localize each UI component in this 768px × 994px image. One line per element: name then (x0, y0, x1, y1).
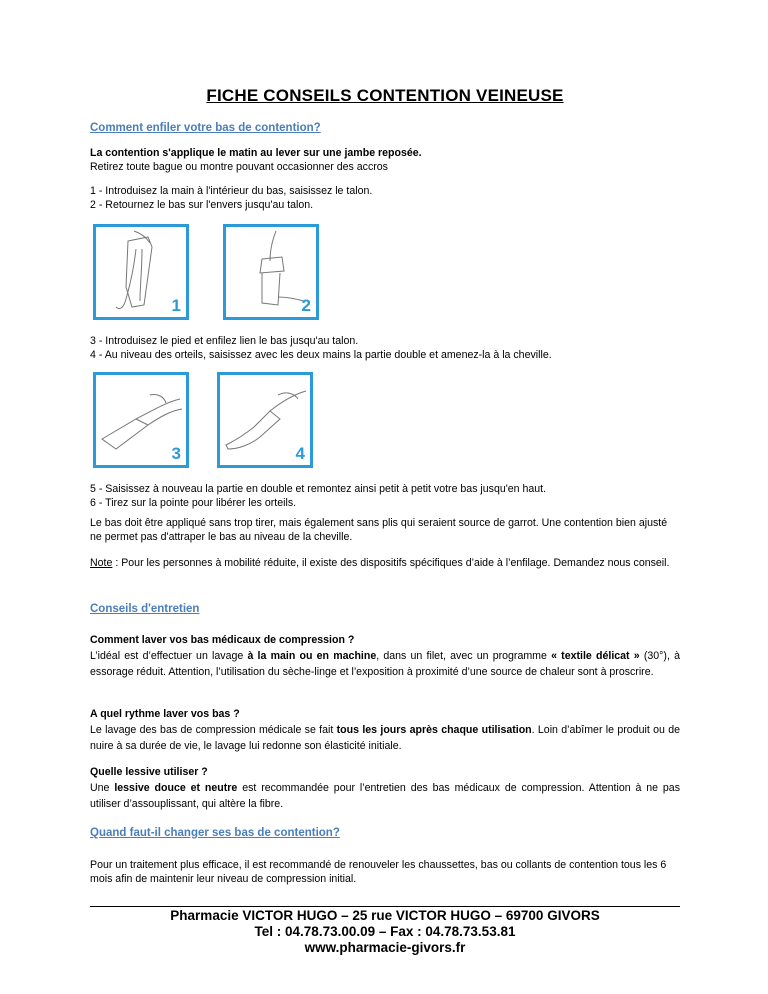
answer-1-part: (30°), à essorage réduit. Attention, l’utilisation du sèche-linge et l’exposition à proximité d’une source de chaleur sont à proscrire. (90, 650, 680, 678)
answer-2-part: . Loin d’abîmer le produit ou de nuire à sa durée de vie, le lavage lui redonne son élasticité initiale. (90, 724, 680, 752)
answer-3-part: est recommandée pour l’entretien des bas médicaux de compression. Attention à ne pas utiliser d’assouplissant, qui altère la fibre. (90, 782, 680, 810)
heading-enfiler[interactable]: Comment enfiler votre bas de contention? (90, 122, 321, 134)
answer-3-bold: lessive douce et neutre (114, 782, 238, 794)
detergent-block (90, 764, 680, 812)
step-1: 1 - Introduisez la main à l'intérieur du bas, saisissez le talon. (90, 185, 373, 197)
answer-3-part: Une (90, 782, 115, 794)
footer-phone: Tel : 04.78.73.00.09 – Fax : 04.78.73.53.81 (254, 924, 516, 939)
question-1: Comment laver vos bas médicaux de compression ? (90, 634, 355, 646)
answer-3 (90, 780, 680, 812)
intro-bold: La contention s'applique le matin au lever sur une jambe reposée. (90, 147, 422, 159)
answer-2-bold: tous les jours après chaque utilisation (336, 724, 532, 736)
figure-step-3 (93, 372, 189, 468)
wash-frequency-block (90, 706, 680, 754)
answer-1-bold: « textile délicat » (551, 650, 640, 662)
step-5: 5 - Saisissez à nouveau la partie en double et remontez ainsi petit à petit votre bas jusqu'en haut. (90, 483, 547, 495)
intro-block (90, 146, 680, 174)
page-title: FICHE CONSEILS CONTENTION VEINEUSE (206, 86, 564, 105)
steps-3-4 (90, 334, 680, 362)
step-6: 6 - Tirez sur la pointe pour libérer les orteils. (90, 497, 297, 509)
advice-text: Le bas doit être appliqué sans trop tirer, mais également sans plis qui seraient source de garrot. Une contention bien ajusté ne permet pas d'attraper le bas au niveau de la cheville. (90, 517, 668, 543)
figure-step-4 (217, 372, 313, 468)
step-4: 4 - Au niveau des orteils, saisissez avec les deux mains la partie double et amenez-la à la cheville. (90, 349, 552, 361)
answer-1 (90, 648, 680, 680)
note-label: Note (90, 557, 113, 569)
intro-normal: Retirez toute bague ou montre pouvant occasionner des accros (90, 161, 388, 173)
note-text: : Pour les personnes à mobilité réduite, il existe des dispositifs spécifiques d’aide à l’enfilage. Demandez nous conseil. (112, 557, 670, 569)
answer-1-part: , dans un filet, avec un programme (376, 650, 552, 662)
figure-step-2 (223, 224, 319, 320)
steps-1-2 (90, 184, 680, 212)
note-block (90, 556, 680, 570)
figure-number-1: 1 (171, 296, 181, 315)
steps-5-6 (90, 482, 680, 510)
figure-number-2: 2 (301, 296, 311, 315)
figure-number-4: 4 (295, 444, 305, 463)
answer-2-part: Le lavage des bas de compression médicale se fait (90, 724, 337, 736)
answer-1-part: L’idéal est d’effectuer un lavage (90, 650, 248, 662)
figure-step-1 (93, 224, 189, 320)
heading-changer[interactable]: Quand faut-il changer ses bas de contention? (90, 827, 340, 839)
wash-method-block (90, 632, 680, 680)
step-2: 2 - Retournez le bas sur l'envers jusqu'au talon. (90, 199, 314, 211)
step-3: 3 - Introduisez le pied et enfilez lien le bas jusqu'au talon. (90, 335, 359, 347)
heading-entretien[interactable]: Conseils d'entretien (90, 603, 200, 615)
answer-2 (90, 722, 680, 754)
footer-divider (90, 906, 680, 907)
renewal-text: Pour un traitement plus efficace, il est recommandé de renouveler les chaussettes, bas ou collants de contention tous les 6 mois afin de maintenir leur niveau de compression initial. (90, 859, 667, 885)
figure-number-3: 3 (171, 444, 181, 463)
footer-address: Pharmacie VICTOR HUGO – 25 rue VICTOR HUGO – 69700 GIVORS (170, 908, 600, 923)
question-2: A quel rythme laver vos bas ? (90, 708, 240, 720)
answer-1-bold: à la main ou en machine (247, 650, 377, 662)
footer-website[interactable]: www.pharmacie-givors.fr (304, 940, 466, 955)
question-3: Quelle lessive utiliser ? (90, 766, 208, 778)
